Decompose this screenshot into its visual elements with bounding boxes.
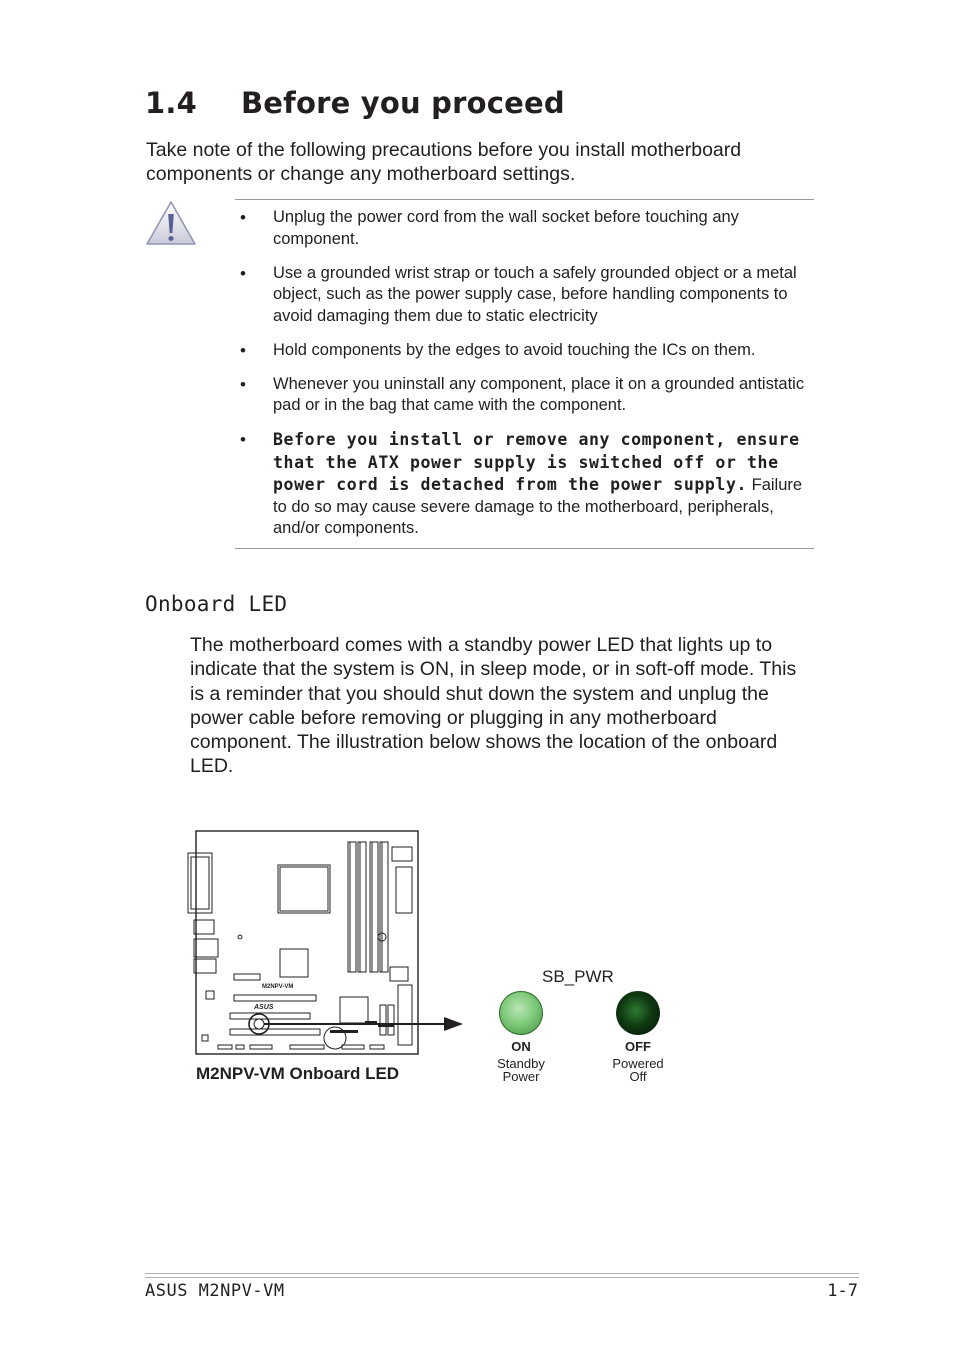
caution-text: Unplug the power cord from the wall socket before touching any component. [273,208,739,248]
caution-strong-text: Before you install or remove any component, ensure that the ATX power supply is switched off or the power cord is detached from the power supply. [273,430,800,494]
caution-text: Failure to do so may cause severe damage to the motherboard, peripherals, and/or components. [273,476,803,537]
led-on-desc-line1: Standby [497,1056,545,1071]
warning-icon [145,200,197,246]
led-on-desc-line2: Power [502,1069,540,1084]
led-on-indicator [499,991,543,1035]
led-on-state: ON [511,1039,531,1054]
io-port [191,857,209,909]
onboard-led-paragraph: The motherboard comes with a standby power LED that lights up to indicate that the system is ON, in sleep mode, or in soft-off mode. This is a reminder that you should shut down the system and unplug the power cable before removing or plugging in any motherboard component. The illustration below shows the location of the onboard LED. [190,634,797,778]
chipset [280,949,308,977]
io-port [188,853,212,913]
dimm-slot [370,842,378,972]
component [234,974,260,980]
io-port [194,939,218,957]
motherboard-diagram [180,825,480,1065]
component [392,847,412,861]
led-off-desc-line1: Powered [612,1056,664,1071]
footer-rule [145,1273,859,1278]
caution-item [240,429,812,540]
caution-item [240,263,812,328]
atx-power [396,867,412,913]
bottom-connector [250,1045,272,1049]
bottom-connector [370,1045,384,1049]
section-title-text: Before you proceed [241,86,565,120]
ide-connector [398,985,412,1045]
board-model-label: M2NPV-VM [262,984,294,990]
dimm-slot [358,842,366,972]
bottom-connector [218,1045,232,1049]
led-off-state: OFF [625,1039,651,1054]
section-number: 1.4 [145,86,197,120]
dimm-slot [380,842,388,972]
led-off-indicator [616,991,660,1035]
cpu-socket [278,865,330,913]
cpu-socket [280,867,328,911]
component [202,1035,208,1041]
header [380,1005,386,1035]
header [388,1005,394,1035]
footer-product: ASUS M2NPV-VM [145,1281,285,1301]
io-port [194,959,216,973]
pci-slot [230,1013,310,1019]
pci-slot [234,995,316,1001]
page-number: 1-7 [827,1281,858,1301]
caution-text: Whenever you uninstall any component, place it on a grounded antistatic pad or in the bag that came with the component. [273,374,805,414]
figure-caption: M2NPV-VM Onboard LED [196,1064,400,1083]
io-port [194,920,214,934]
header [390,967,408,981]
caution-text: Hold components by the edges to avoid touching the ICs on them. [273,340,756,359]
subsection-title: Onboard LED [145,592,288,616]
led-name-label: SB_PWR [542,967,614,986]
caution-list [240,207,812,552]
southbridge [340,997,368,1023]
pci-slot [230,1029,320,1035]
intro-paragraph: Take note of the following precautions before you install motherboard components or change any motherboard settings. [146,139,742,185]
caution-item [240,340,812,362]
section-title [145,86,565,120]
caution-text: Use a grounded wrist strap or touch a safely grounded object or a metal object, such as the power supply case, before handling components to avoid damaging them due to static electricity [273,263,797,325]
bottom-connector [290,1045,324,1049]
component [238,935,242,939]
bottom-connector [342,1045,364,1049]
dimm-slot [348,842,356,972]
led-off-desc-line2: Off [629,1069,647,1084]
board-outline [196,831,418,1054]
led-marker [254,1019,264,1029]
caution-item [240,207,812,250]
component [206,991,214,999]
pointer-arrowhead [444,1017,463,1031]
caution-item [240,374,812,417]
bottom-connector [236,1045,244,1049]
board-brand-label: ASUS [254,1004,274,1011]
